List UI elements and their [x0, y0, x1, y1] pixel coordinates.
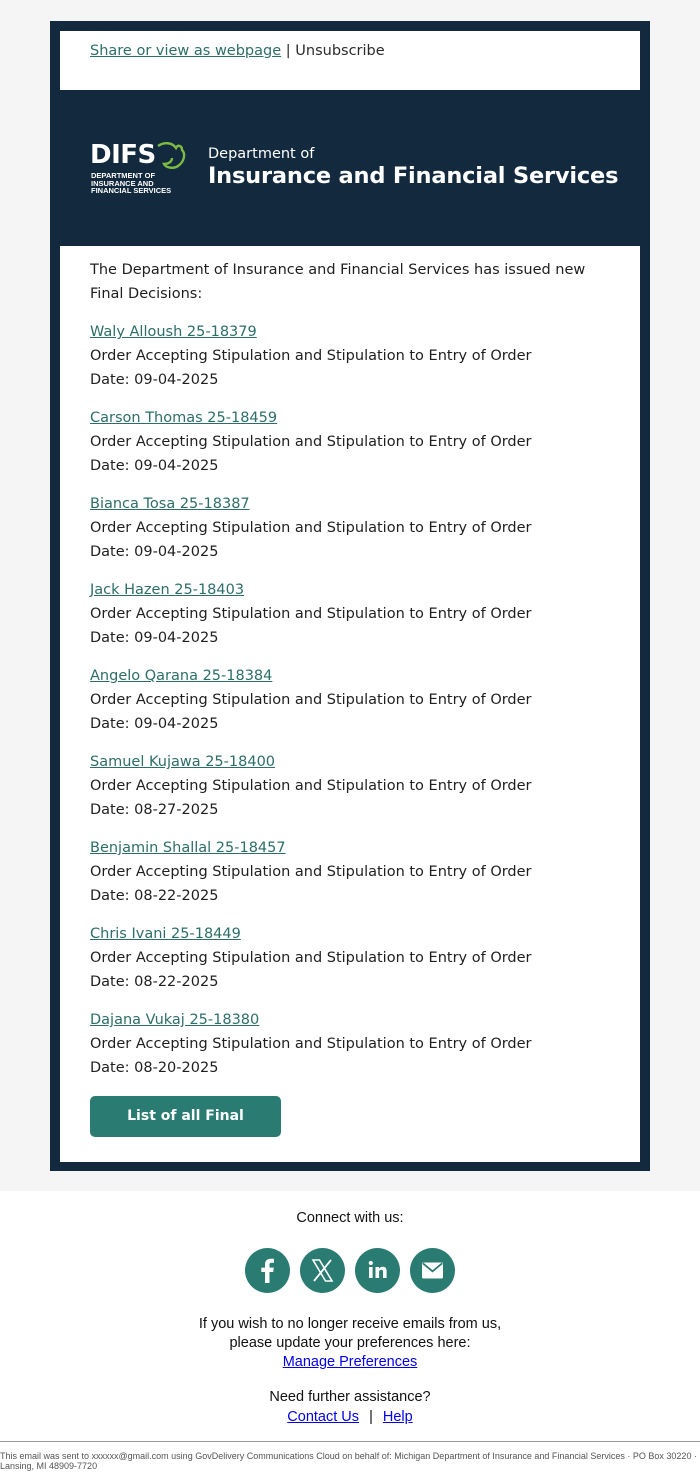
decision-description: Order Accepting Stipulation and Stipulation to Entry of Order	[90, 606, 532, 622]
decision-description: Order Accepting Stipulation and Stipulation to Entry of Order	[90, 348, 532, 364]
decision-date: Date: 09-04-2025	[90, 544, 219, 560]
decision-description: Order Accepting Stipulation and Stipulation to Entry of Order	[90, 950, 532, 966]
decision-link[interactable]: Angelo Qarana 25-18384	[90, 668, 273, 684]
decision-link[interactable]: Carson Thomas 25-18459	[90, 410, 278, 426]
decision-date: Date: 09-04-2025	[90, 372, 219, 388]
manage-preferences-link[interactable]: Manage Preferences	[282, 1354, 418, 1370]
decision-date: Date: 09-04-2025	[90, 716, 219, 732]
decision-description: Order Accepting Stipulation and Stipulation to Entry of Order	[90, 1036, 532, 1052]
difs-logo	[90, 140, 190, 200]
preferences-block	[0, 1315, 700, 1372]
unsubscribe-link[interactable]: Unsubscribe	[295, 43, 385, 59]
linkedin-icon[interactable]	[355, 1248, 400, 1293]
contact-us-link[interactable]: Contact Us	[287, 1409, 360, 1425]
decision-link[interactable]: Dajana Vukaj 25-18380	[90, 1012, 260, 1028]
decision-link[interactable]: Chris Ivani 25-18449	[90, 926, 241, 942]
decision-link[interactable]: Benjamin Shallal 25-18457	[90, 840, 286, 856]
decision-item	[90, 406, 610, 478]
assistance-block	[0, 1387, 700, 1427]
decision-description: Order Accepting Stipulation and Stipulation to Entry of Order	[90, 692, 532, 708]
help-link[interactable]: Help	[382, 1409, 413, 1425]
decision-date: Date: 08-27-2025	[90, 802, 219, 818]
prefs-line-1: If you wish to no longer receive emails from us,	[198, 1316, 502, 1332]
decision-item	[90, 492, 610, 564]
assist-links	[0, 1407, 700, 1427]
decision-date: Date: 09-04-2025	[90, 630, 219, 646]
decision-description: Order Accepting Stipulation and Stipulation to Entry of Order	[90, 520, 532, 536]
topbar-separator: |	[285, 43, 291, 59]
decision-description: Order Accepting Stipulation and Stipulation to Entry of Order	[90, 434, 532, 450]
x-twitter-icon[interactable]	[300, 1248, 345, 1293]
final-decisions-button[interactable]: List of all Final Decisions	[90, 1096, 281, 1137]
dept-prefix: Department of	[208, 146, 315, 162]
share-webpage-link[interactable]: Share or view as webpage	[90, 43, 282, 59]
legal-disclaimer: This email was sent to xxxxxx@gmail.com using GovDelivery Communications Cloud on behalf of: Michigan Department of Insurance and Financial Services · PO Box 30220 · Lansing, MI 48909-7720	[0, 1441, 700, 1473]
decision-date: Date: 08-20-2025	[90, 1060, 219, 1076]
decision-link[interactable]: Samuel Kujawa 25-18400	[90, 754, 276, 770]
decision-item	[90, 836, 610, 908]
dept-name: Insurance and Financial Services	[208, 163, 619, 189]
assist-label: Need further assistance?	[269, 1389, 431, 1405]
facebook-icon[interactable]	[245, 1248, 290, 1293]
decision-description: Order Accepting Stipulation and Stipulation to Entry of Order	[90, 864, 532, 880]
social-links	[245, 1248, 455, 1294]
intro-text: The Department of Insurance and Financial Services has issued new Final Decisions:	[90, 262, 586, 302]
assist-separator: |	[369, 1409, 373, 1425]
decision-date: Date: 08-22-2025	[90, 974, 219, 990]
michigan-leaf-icon	[152, 142, 186, 172]
decision-link[interactable]: Bianca Tosa 25-18387	[90, 496, 250, 512]
decision-date: Date: 08-22-2025	[90, 888, 219, 904]
decision-item	[90, 750, 610, 822]
prefs-line-2: please update your preferences here:	[229, 1335, 471, 1351]
decision-item	[90, 1008, 610, 1080]
decision-link[interactable]: Waly Alloush 25-18379	[90, 324, 257, 340]
connect-label: Connect with us:	[296, 1210, 404, 1226]
decision-list	[90, 320, 610, 1080]
email-body	[60, 246, 640, 1165]
logo-wordmark: DIFS	[90, 140, 156, 170]
decision-date: Date: 09-04-2025	[90, 458, 219, 474]
decision-link[interactable]: Jack Hazen 25-18403	[90, 582, 245, 598]
decision-item	[90, 922, 610, 994]
email-footer	[0, 1191, 700, 1441]
decision-description: Order Accepting Stipulation and Stipulation to Entry of Order	[90, 778, 532, 794]
email-icon[interactable]	[410, 1248, 455, 1293]
top-links-bar	[60, 31, 640, 90]
decision-item	[90, 664, 610, 736]
logo-subtext: DEPARTMENT OF INSURANCE AND FINANCIAL SERVICES	[91, 171, 172, 195]
email-header	[60, 90, 640, 246]
decision-item	[90, 578, 610, 650]
decision-item	[90, 320, 610, 392]
email-frame	[50, 21, 650, 1171]
